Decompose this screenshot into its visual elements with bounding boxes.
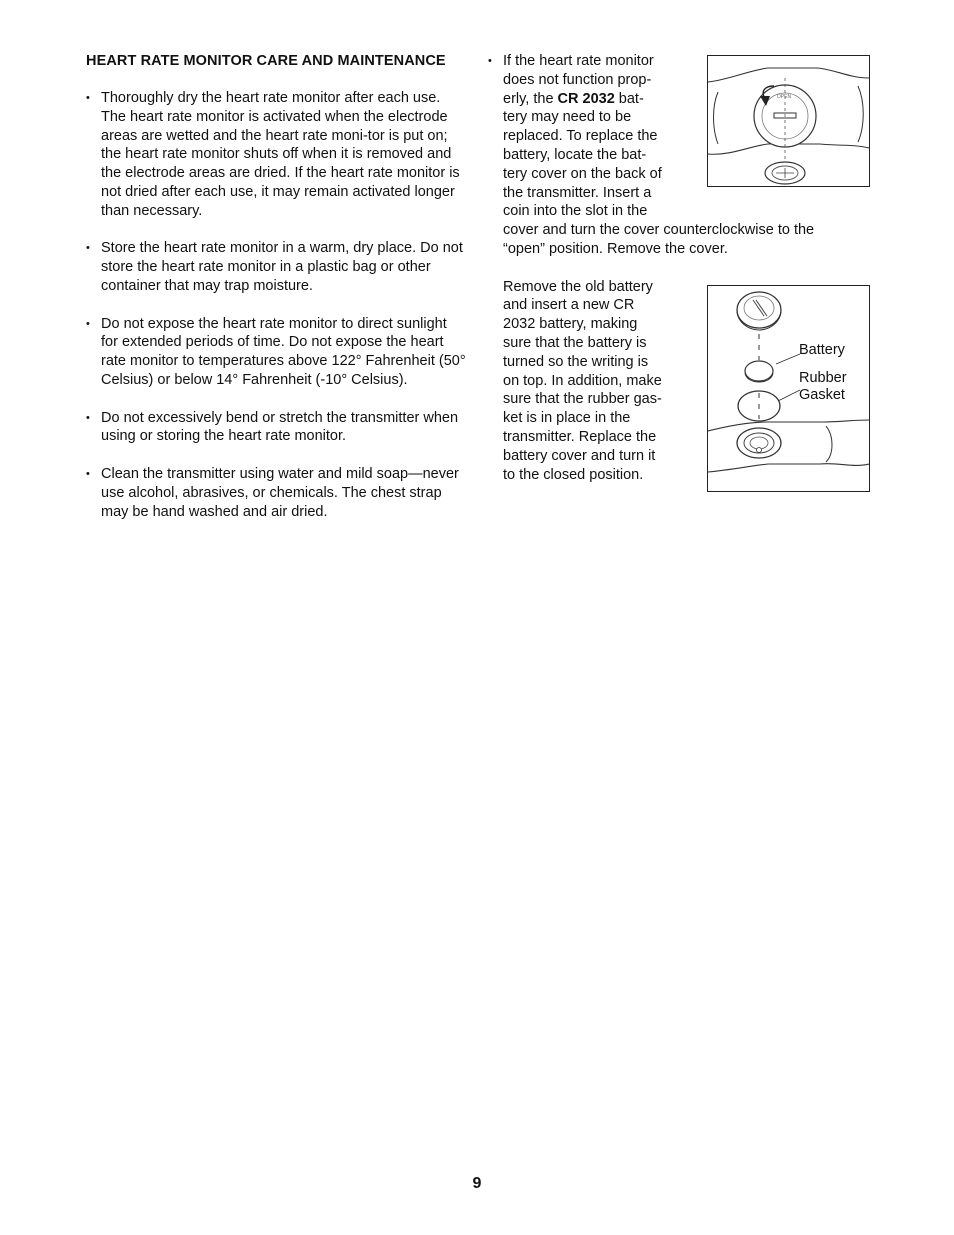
rubber-gasket-label: Rubber Gasket bbox=[799, 370, 847, 403]
open-marking-text: OPEN bbox=[776, 94, 792, 100]
battery-model-bold: CR 2032 bbox=[557, 90, 615, 107]
left-column bbox=[86, 52, 466, 540]
bullet-store-monitor: • Store the heart rate monitor in a warm, dry place. Do not store the heart rate monitor in a plastic bag or other container that may trap moisture. bbox=[86, 239, 466, 295]
care-bullet-list bbox=[86, 89, 466, 521]
transmitter-back-figure bbox=[707, 55, 870, 187]
battery-text-after-bold: bat- tery may need to be replaced. To replace the battery, locate the bat- tery cover on the back of the transmitter. Insert a coin into the slot in the bbox=[503, 90, 662, 220]
bullet-dot: • bbox=[488, 55, 492, 67]
section-heading: HEART RATE MONITOR CARE AND MAINTENANCE bbox=[86, 53, 446, 69]
page-number: 9 bbox=[472, 1175, 482, 1192]
bullet-dry-monitor: • Thoroughly dry the heart rate monitor after each use. The heart rate monitor is activated when the electrode areas are wetted and the heart rate moni-tor is put on; the heart rate monitor shuts off when it is removed and the electrode areas are dried. If the heart rate monitor is not dried after each use, it may remain activated longer than necessary. bbox=[86, 89, 466, 221]
battery-text-before-bold: If the heart rate monitor does not function prop- erly, the bbox=[503, 53, 654, 107]
insert-battery-paragraph: Remove the old battery and insert a new CR 2032 battery, making sure that the battery is turned so the writing is on top. In addition, make sure that the rubber gas- ket is in place in the transmitter. Replace the battery cover and turn it to the closed position. bbox=[503, 278, 662, 483]
transmitter-back-illustration bbox=[708, 56, 869, 186]
bullet-sunlight: • Do not expose the heart rate monitor to direct sunlight for extended periods of time. Do not expose the heart rate monitor to temperatures above 122° Fahrenheit (50° Celsius) or below 14° Fahrenheit (-10° Celsius). bbox=[86, 315, 466, 390]
battery-label: Battery bbox=[799, 342, 845, 358]
battery-text-continuation: cover and turn the cover counterclockwise to the “open” position. Remove the cover. bbox=[503, 222, 815, 257]
bullet-bend-stretch: • Do not excessively bend or stretch the transmitter when using or storing the heart rate monitor. bbox=[86, 409, 466, 447]
bullet-clean-transmitter: • Clean the transmitter using water and mild soap—never use alcohol, abrasives, or chemicals. The chest strap may be hand washed and air dried. bbox=[86, 465, 466, 521]
